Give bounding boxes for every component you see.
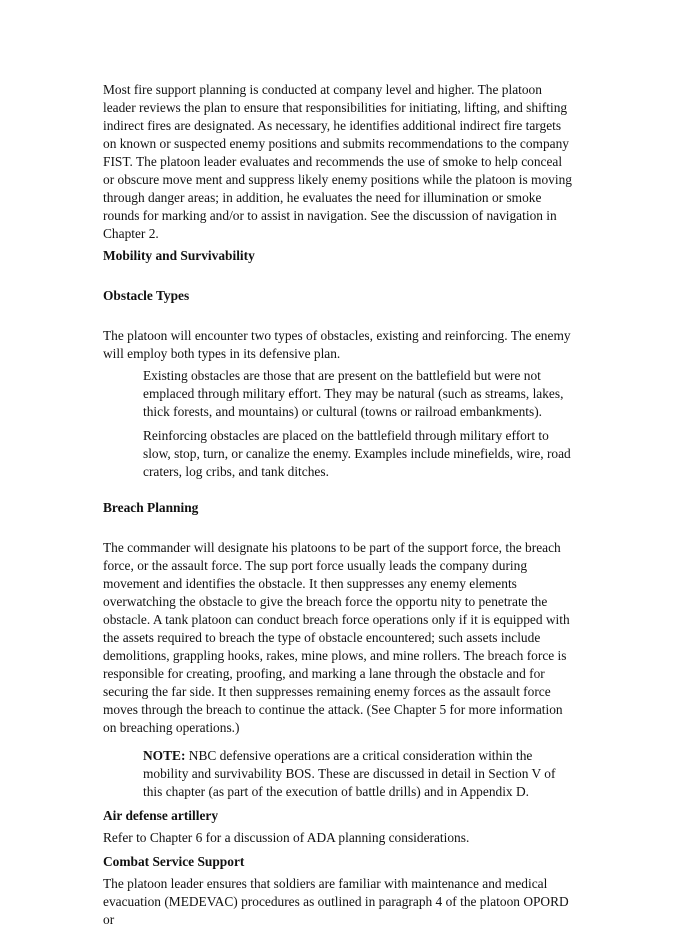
heading-obstacle-types: Obstacle Types [103,288,190,303]
breach-paragraph: The commander will designate his platoons to be part of the support force, the breach force, or the assault force. The sup port force usually leads the company during movement and identifies the obstacle. It then suppresses any enemy elements overwatching the obstacle to give the breach force the opportu nity to penetrate the obstacle. A tank platoon can conduct breach force operations only if it is equipped with the assets required to breach the type of obstacle encountered; such assets include demolitions, grappling hooks, rakes, mine plows, and mine rollers. The breach force is responsible for creating, proofing, and marking a lane through the obstacle and for securing the far side. It then suppresses remaining enemy forces as the assault force moves through the breach to continue the attack. (See Chapter 5 for more information on breaching operations.) [103,540,570,735]
obstacle-intro-paragraph: The platoon will encounter two types of obstacles, existing and reinforcing. The enemy will employ both types in its defensive plan. [103,328,571,361]
document-page [103,81,575,933]
existing-obstacles-paragraph: Existing obstacles are those that are present on the battlefield but were not emplaced through military effort. They may be natural (such as streams, lakes, thick forests, and mountains) or cultural (towns or railroad embankments). [143,368,564,419]
css-paragraph: The platoon leader ensures that soldiers are familiar with maintenance and medical evacuation (MEDEVAC) procedures as outlined in paragraph 4 of the platoon OPORD or [103,876,569,927]
heading-combat-service-support: Combat Service Support [103,854,245,869]
heading-mobility-survivability: Mobility and Survivability [103,248,255,263]
reinforcing-obstacles-paragraph: Reinforcing obstacles are placed on the battlefield through military effort to slow, stop, turn, or canalize the enemy. Examples include minefields, wire, road craters, log cribs, and tank ditches. [143,428,571,479]
note-text: NBC defensive operations are a critical consideration within the mobility and survivability BOS. These are discussed in detail in Section V of this chapter (as part of the execution of battle drills) and in Appendix D. [143,748,556,799]
note-label: NOTE: [143,748,186,763]
intro-paragraph: Most fire support planning is conducted at company level and higher. The platoon leader reviews the plan to ensure that responsibilities for initiating, lifting, and shifting indirect fires are designated. As necessary, he identifies additional indirect fire targets on known or suspected enemy positions and submits recommendations to the company FIST. The platoon leader evaluates and recommends the use of smoke to help conceal or obscure move ment and suppress likely enemy positions while the platoon is moving through danger areas; in addition, he evaluates the need for illumination or smoke rounds for marking and/or to assist in navigation. See the discussion of navigation in Chapter 2. [103,82,572,241]
heading-breach-planning: Breach Planning [103,500,199,515]
nbc-note [143,747,575,801]
ada-paragraph: Refer to Chapter 6 for a discussion of ADA planning considerations. [103,830,470,845]
heading-air-defense-artillery: Air defense artillery [103,808,219,823]
